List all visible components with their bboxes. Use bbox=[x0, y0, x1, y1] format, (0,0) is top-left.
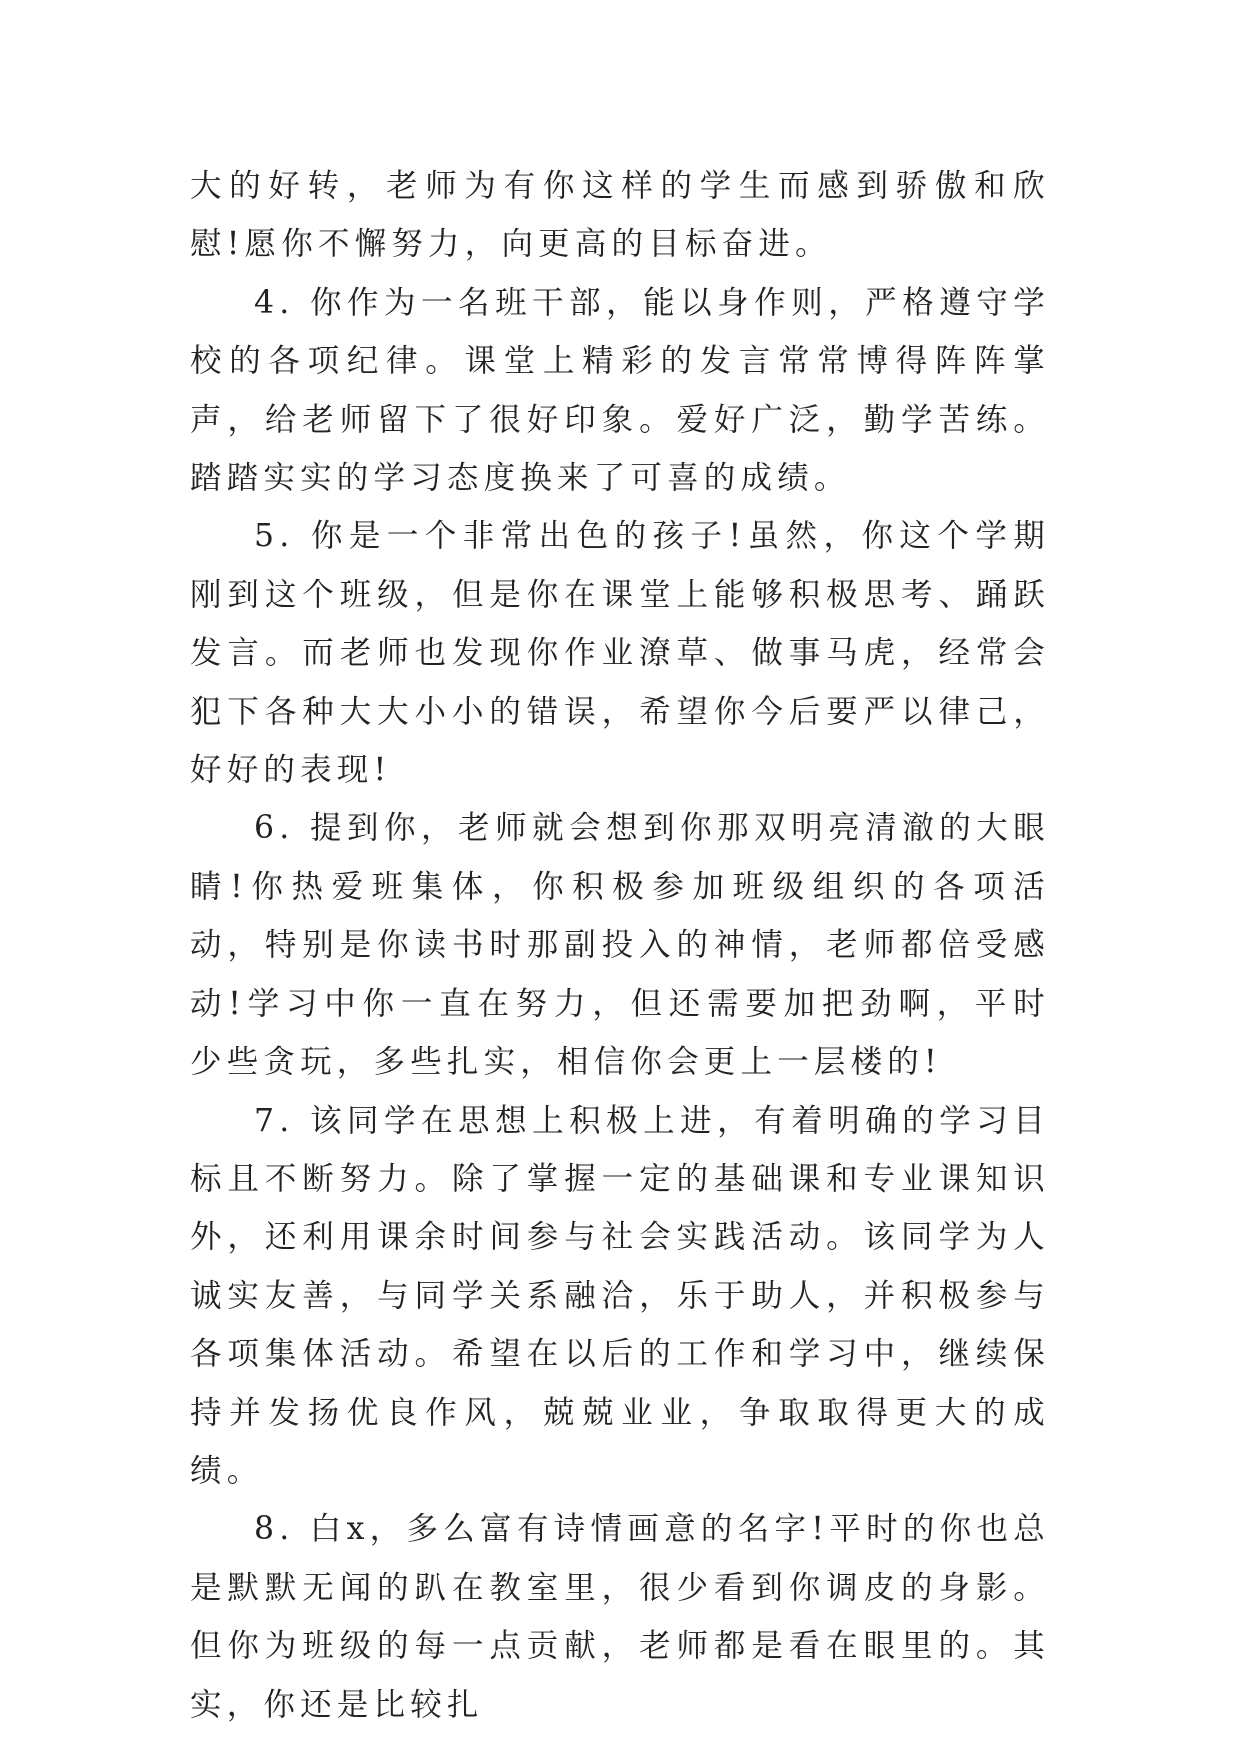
paragraph-item-7: 7. 该同学在思想上积极上进，有着明确的学习目标且不断努力。除了掌握一定的基础课和专业课知识外，还利用课余时间参与社会实践活动。该同学为人诚实友善，与同学关系融洽，乐于助人，并积极参与各项集体活动。希望在以后的工作和学习中，继续保持并发扬优良作风，兢兢业业，争取取得更大的成绩。 bbox=[190, 1102, 1050, 1489]
paragraph-continuation: 大的好转，老师为有你这样的学生而感到骄傲和欣慰!愿你不懈努力，向更高的目标奋进。 bbox=[190, 168, 1050, 263]
document-page bbox=[190, 157, 1050, 1734]
paragraph-item-4: 4. 你作为一名班干部，能以身作则，严格遵守学校的各项纪律。课堂上精彩的发言常常博得阵阵掌声，给老师留下了很好印象。爱好广泛，勤学苦练。踏踏实实的学习态度换来了可喜的成绩。 bbox=[190, 284, 1050, 497]
paragraph-item-5: 5. 你是一个非常出色的孩子!虽然，你这个学期刚到这个班级，但是你在课堂上能够积极思考、踊跃发言。而老师也发现你作业潦草、做事马虎，经常会犯下各种大大小小的错误，希望你今后要严以律己，好好的表现! bbox=[190, 518, 1050, 789]
paragraph-item-8: 8. 白x，多么富有诗情画意的名字!平时的你也总是默默无闻的趴在教室里，很少看到你调皮的身影。但你为班级的每一点贡献，老师都是看在眼里的。其实，你还是比较扎 bbox=[190, 1511, 1050, 1723]
paragraph-item-6: 6. 提到你，老师就会想到你那双明亮清澈的大眼睛!你热爱班集体，你积极参加班级组织的各项活动，特别是你读书时那副投入的神情，老师都倍受感动!学习中你一直在努力，但还需要加把劲啊，平时少些贪玩，多些扎实，相信你会更上一层楼的! bbox=[190, 810, 1050, 1081]
